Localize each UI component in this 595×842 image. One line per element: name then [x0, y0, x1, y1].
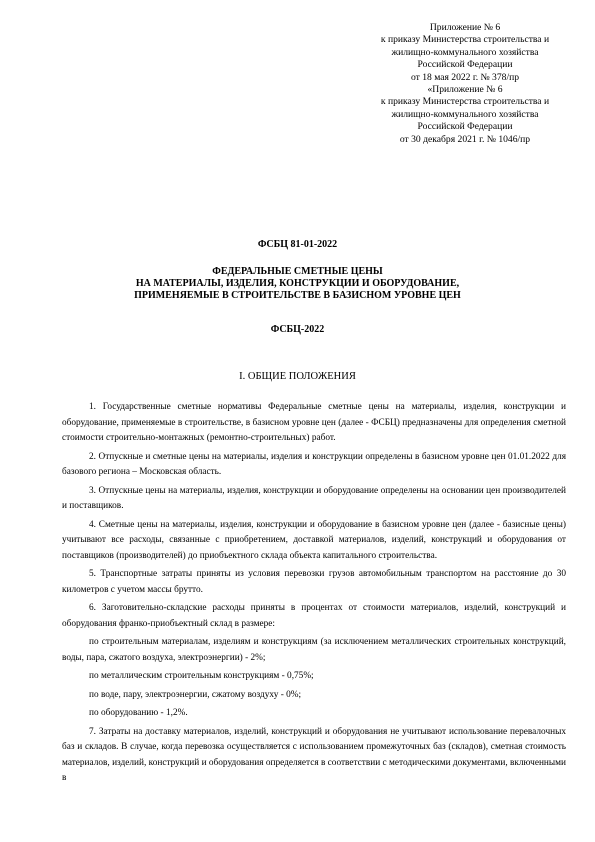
list-item: по оборудованию - 1,2%. [89, 708, 188, 718]
header-line: жилищно-коммунального хозяйства [391, 46, 539, 58]
header-line: к приказу Министерства строительства и [380, 34, 550, 46]
paragraph: 2. Отпускные и сметные цены на материалы, изделия и конструкции определены в базисном уровне цен 01.01.2022 для базового региона – Московская область. [62, 451, 566, 477]
appendix-header [345, 22, 585, 146]
title-line: ФЕДЕРАЛЬНЫЕ СМЕТНЫЕ ЦЕНЫ [212, 266, 383, 277]
list-item: по воде, пару, электроэнергии, сжатому воздуху - 0%; [89, 689, 302, 700]
document-code: ФСБЦ 81-01-2022 [257, 239, 338, 250]
header-line: от 18 мая 2022 г. № 378/пр [410, 71, 520, 83]
document-short-name: ФСБЦ-2022 [270, 324, 325, 335]
header-line: к приказу Министерства строительства и [380, 96, 550, 108]
list-item: по металлическим строительным конструкциям - 0,75%; [89, 671, 314, 681]
paragraph: 1. Государственные сметные нормативы Федеральные сметные цены на материалы, изделия, конструкции и оборудование, применяемые в строительстве, в базисном уровне цен (далее - ФСБЦ) предназначены для определения сметной стоимости строительно-монтажных (ремонтно-строительных) работ. [62, 402, 566, 443]
list-item: по строительным материалам, изделиям и конструкциям (за исключением металлических строительных конструкций, воды, пара, сжатого воздуха, электроэнергии) - 2%; [62, 637, 566, 663]
paragraph: 5. Транспортные затраты приняты из условия перевозки грузов автомобильным транспортом на расстояние до 30 километров с учетом массы брутто. [62, 569, 566, 595]
paragraph: 7. Затраты на доставку материалов, изделий, конструкций и оборудования не учитывают использование перевалочных баз и складов. В случае, когда перевозка осуществляется с использованием промежуточных баз (складов), сметная стоимость материалов, изделий, конструкций и оборудования определяется в соответствии с методическими документами, включенными в [62, 726, 566, 783]
title-line: ПРИМЕНЯЕМЫЕ В СТРОИТЕЛЬСТВЕ В БАЗИСНОМ УРОВНЕ ЦЕН [134, 289, 461, 301]
document-title [60, 266, 535, 301]
section-title: I. ОБЩИЕ ПОЛОЖЕНИЯ [239, 371, 356, 382]
header-line: «Приложение № 6 [427, 84, 503, 96]
header-line: от 30 декабря 2021 г. № 1046/пр [399, 133, 531, 145]
title-line: НА МАТЕРИАЛЫ, ИЗДЕЛИЯ, КОНСТРУКЦИИ И ОБОРУДОВАНИЕ, [135, 277, 460, 289]
document-body [62, 400, 566, 790]
header-line: Приложение № 6 [429, 22, 501, 33]
paragraph: 3. Отпускные цены на материалы, изделия, конструкции и оборудование определены на основании цен производителей и поставщиков. [62, 485, 566, 511]
paragraph: 6. Заготовительно-складские расходы приняты в процентах от стоимости материалов, изделий, конструкций и оборудования франко-приобъектный склад в размере: [62, 603, 566, 629]
header-line: Российской Федерации [417, 121, 513, 133]
header-line: Российской Федерации [417, 59, 513, 71]
paragraph: 4. Сметные цены на материалы, изделия, конструкции и оборудование в базисном уровне цен (далее - базисные цены) учитывают все расходы, связанные с приобретением, доставкой материалов, изделий, конструкций и оборудования от поставщиков (производителей) до приобъектного склада объекта капитального строительства. [62, 519, 566, 561]
header-line: жилищно-коммунального хозяйства [391, 108, 539, 120]
